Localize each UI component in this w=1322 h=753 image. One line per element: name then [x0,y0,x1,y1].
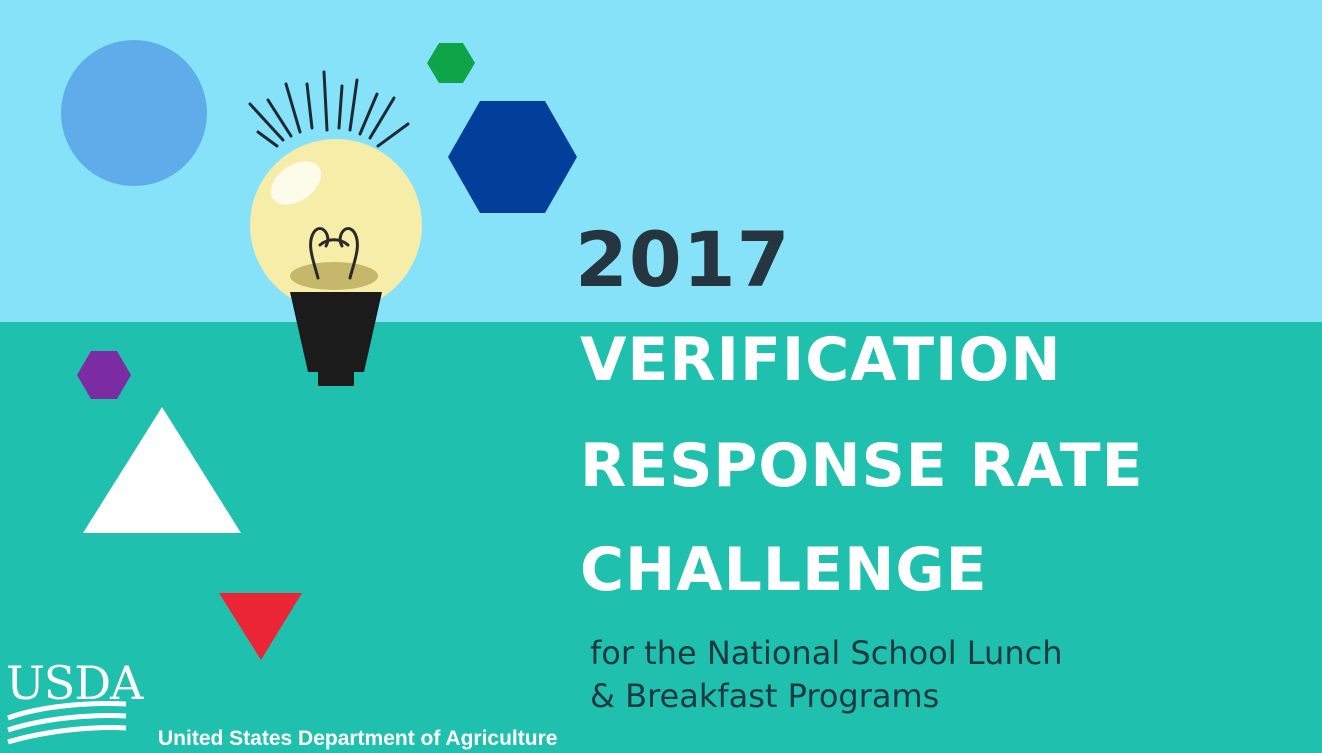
usda-logo-text: USDA [6,656,143,710]
subtitle-line-2: & Breakfast Programs [590,677,940,715]
hexagon-shape-purple [77,351,131,399]
title-line-3: CHALLENGE [580,535,988,605]
subtitle-line-1: for the National School Lunch [590,634,1063,672]
circle-shape [61,40,207,186]
lightbulb-icon [250,72,422,386]
title-line-1: VERIFICATION [580,325,1062,395]
department-name: United States Department of Agriculture [158,727,558,750]
hexagon-shape-navy [448,101,577,213]
subtitle [590,632,1062,718]
triangle-shape-red [219,593,302,660]
year-label: 2017 [575,215,791,304]
hexagon-shape-green [427,43,475,83]
title-line-2: RESPONSE RATE [580,431,1144,501]
triangle-shape-white [83,407,241,533]
